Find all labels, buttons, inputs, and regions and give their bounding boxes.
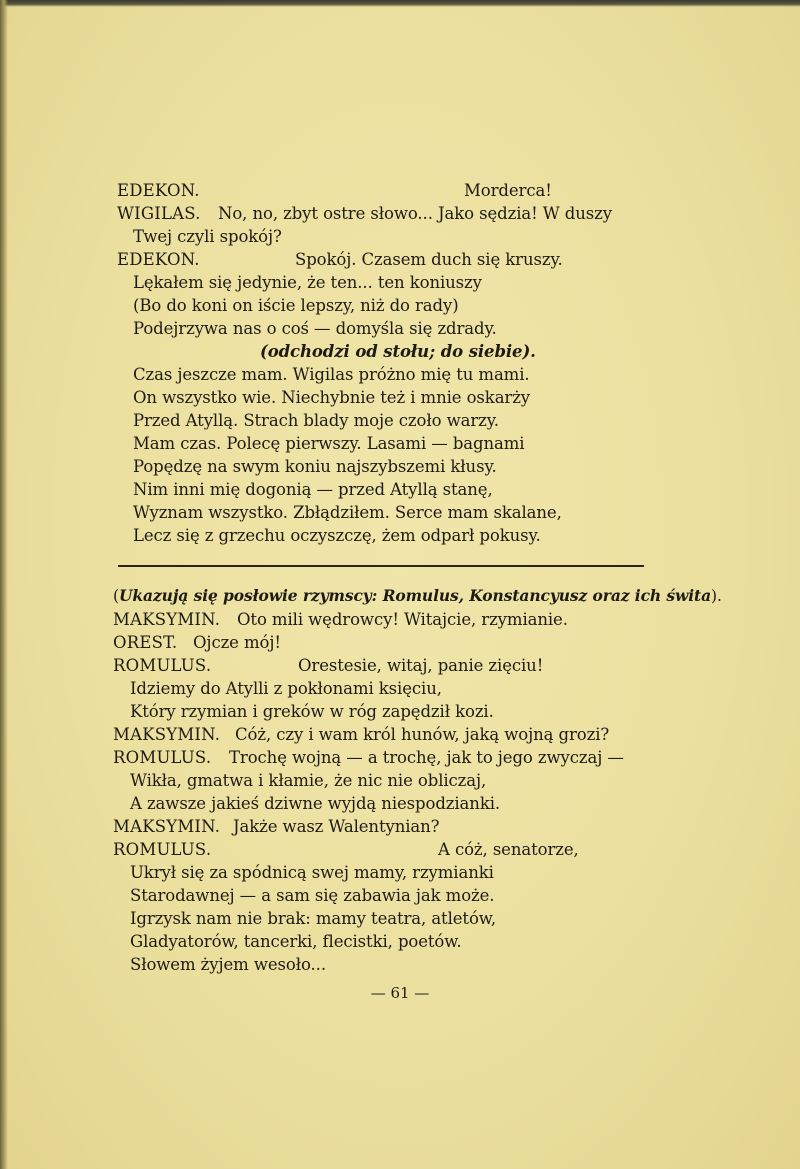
verse-line: Igrzysk nam nie brak: mamy teatra, atletów,	[130, 909, 497, 928]
stage-direction: (odchodzi od stołu; do siebie).	[260, 342, 536, 361]
speaker-romulus: ROMULUS.	[113, 656, 212, 675]
verse-line: Nim inni mię dogonią — przed Atyllą stanę,	[133, 480, 493, 499]
verse-line: Który rzymian i greków w róg zapędził kozi.	[130, 702, 494, 721]
speaker-romulus: ROMULUS.	[113, 840, 212, 859]
speaker-edekon: EDEKON.	[117, 181, 200, 200]
verse-line: Mam czas. Polecę pierwszy. Lasami — bagnami	[133, 434, 525, 453]
verse-line: Wikła, gmatwa i kłamie, że nic nie obliczaj,	[130, 771, 487, 790]
dialogue-line: Orestesie, witaj, panie zięciu!	[298, 656, 544, 675]
speaker-maksymin: MAKSYMIN.	[113, 817, 221, 836]
verse-line: (Bo do koni on iście lepszy, niż do rady)	[133, 296, 459, 315]
verse-line: Lecz się z grzechu oczyszczę, żem odparł pokusy.	[133, 526, 541, 545]
stage-direction: (Ukazują się posłowie rzymscy: Romulus, Konstancyusz oraz ich świta).	[113, 586, 722, 605]
section-divider	[118, 565, 644, 567]
dialogue-line: Ojcze mój!	[193, 633, 281, 652]
verse-line: Przed Atyllą. Strach blady moje czoło warzy.	[133, 411, 499, 430]
verse-line: Idziemy do Atylli z pokłonami księciu,	[130, 679, 442, 698]
dialogue-line: Morderca!	[464, 181, 552, 200]
speaker-wigilas: WIGILAS.	[117, 204, 201, 223]
verse-line: Popędzę na swym koniu najszybszemi kłusy.	[133, 457, 497, 476]
speaker-romulus: ROMULUS.	[113, 748, 212, 767]
dialogue-line: Oto mili wędrowcy! Witajcie, rzymianie.	[237, 610, 568, 629]
verse-line: Starodawnej — a sam się zabawia jak może.	[130, 886, 495, 905]
dialogue-line: Cóż, czy i wam król hunów, jaką wojną grozi?	[235, 725, 610, 744]
speaker-maksymin: MAKSYMIN.	[113, 725, 221, 744]
speaker-maksymin: MAKSYMIN.	[113, 610, 221, 629]
verse-line: On wszystko wie. Niechybnie też i mnie oskarży	[133, 388, 531, 407]
dialogue-line: No, no, zbyt ostre słowo... Jako sędzia! W duszy	[218, 204, 612, 223]
dialogue-line: Jakże wasz Walentynian?	[233, 817, 440, 836]
page-number: — 61 —	[370, 984, 430, 1002]
dialogue-line: Spokój. Czasem duch się kruszy.	[295, 250, 563, 269]
dialogue-line: A cóż, senatorze,	[438, 840, 579, 859]
verse-line: Czas jeszcze mam. Wigilas próżno mię tu mami.	[133, 365, 530, 384]
verse-line: Ukrył się za spódnicą swej mamy, rzymianki	[130, 863, 494, 882]
verse-line: Twej czyli spokój?	[133, 227, 282, 246]
speaker-edekon: EDEKON.	[117, 250, 200, 269]
verse-line: Słowem żyjem wesoło...	[130, 955, 326, 974]
dialogue-line: Trochę wojną — a trochę, jak to jego zwyczaj —	[229, 748, 624, 767]
verse-line: A zawsze jakieś dziwne wyjdą niespodzianki.	[130, 794, 501, 813]
page-top-edge	[0, 0, 800, 7]
speaker-orest: OREST.	[113, 633, 178, 652]
verse-line: Lękałem się jedynie, że ten... ten koniuszy	[133, 273, 482, 292]
verse-line: Podejrzywa nas o coś — domyśla się zdrady.	[133, 319, 497, 338]
verse-line: Gladyatorów, tancerki, flecistki, poetów.	[130, 932, 462, 951]
verse-line: Wyznam wszystko. Zbłądziłem. Serce mam skalane,	[133, 503, 562, 522]
